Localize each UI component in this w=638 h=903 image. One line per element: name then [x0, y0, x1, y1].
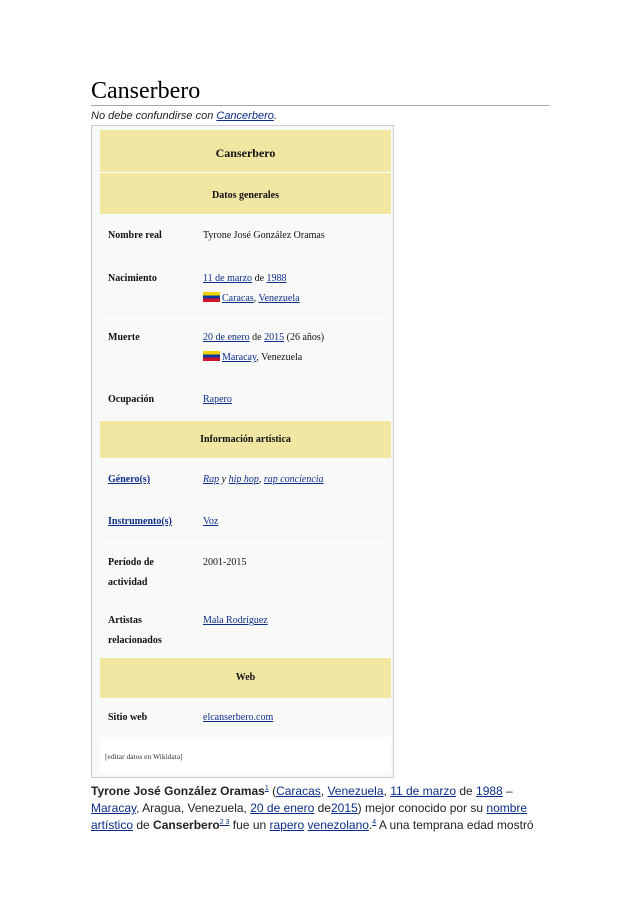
ref-2-3[interactable]: 2 3	[219, 819, 230, 826]
death-age: (26 años)	[284, 332, 325, 343]
death-country: , Venezuela	[256, 352, 303, 363]
row-label	[108, 512, 172, 532]
genre-rap-conciencia-link[interactable]: rap conciencia	[263, 474, 324, 485]
birth-de: de	[252, 273, 267, 284]
infobox-row-birth	[100, 259, 391, 320]
row-label	[108, 611, 162, 651]
genre-hiphop-link[interactable]: hip hop	[228, 474, 259, 485]
row-label	[108, 553, 154, 593]
genre-y: y	[219, 474, 229, 485]
row-value	[203, 470, 387, 490]
infobox-row-occupation	[100, 378, 391, 421]
row-value	[203, 611, 387, 631]
infobox-title: Canserbero	[100, 130, 391, 173]
lead-name: Tyrone José González Oramas	[91, 784, 265, 798]
row-label: Ocupación	[108, 394, 155, 405]
row-label: Muerte	[108, 332, 140, 343]
row-value	[203, 269, 387, 309]
infobox-row-instruments	[100, 502, 391, 544]
text: A una temprana edad mostró	[376, 818, 534, 832]
related-label-2: relacionados	[108, 635, 162, 646]
link-caracas[interactable]: Caracas	[276, 784, 321, 798]
death-de: de	[249, 332, 265, 343]
row-label: Nombre real	[108, 230, 162, 241]
row-value: Tyrone José González Oramas	[203, 230, 325, 241]
death-year-link[interactable]: 2015	[264, 332, 285, 343]
link-artistico[interactable]: artístico	[91, 818, 134, 832]
row-label: Sitio web	[108, 712, 148, 723]
row-value	[203, 390, 387, 410]
link-venezolano[interactable]: venezolano	[307, 818, 369, 832]
related-artist-link[interactable]: Mala Rodríguez	[203, 615, 268, 626]
genre-comma: ,	[258, 474, 264, 485]
link-death-date[interactable]: 20 de enero	[250, 801, 315, 815]
ref-1[interactable]: 1	[264, 785, 269, 792]
genres-label-link[interactable]: Género(s)	[108, 474, 151, 485]
infobox-section-general: Datos generales	[100, 173, 391, 215]
infobox-row-genres	[100, 459, 391, 502]
infobox-row-real-name	[100, 215, 391, 259]
lead-paragraph	[91, 783, 551, 834]
birth-year-link[interactable]: 1988	[266, 273, 287, 284]
infobox-row-related	[100, 603, 391, 658]
link-birth-year[interactable]: 1988	[476, 784, 503, 798]
death-city-link[interactable]: Maracay	[222, 352, 257, 363]
text: , Aragua, Venezuela,	[136, 801, 251, 815]
text: .	[368, 818, 373, 832]
birth-date-link[interactable]: 11 de marzo	[203, 273, 253, 284]
birth-city-link[interactable]: Caracas	[222, 293, 254, 304]
infobox-row-website	[100, 699, 391, 738]
link-birth-date[interactable]: 11 de marzo	[390, 784, 456, 798]
link-rapero[interactable]: rapero	[269, 818, 305, 832]
link-nombre[interactable]: nombre	[486, 801, 528, 815]
ref-4[interactable]: 4	[372, 819, 377, 826]
link-maracay[interactable]: Maracay	[91, 801, 137, 815]
infobox-row-active	[100, 544, 391, 603]
active-label-1: Período de	[108, 557, 154, 568]
instruments-label-link[interactable]: Instrumento(s)	[108, 516, 172, 527]
infobox-inner	[100, 130, 391, 773]
hatnote-link[interactable]: Cancerbero	[216, 110, 274, 122]
infobox-section-web: Web	[100, 658, 391, 699]
text: de	[133, 818, 154, 832]
row-value	[203, 512, 387, 532]
infobox	[91, 125, 394, 778]
text: de	[456, 784, 477, 798]
hatnote-suffix: .	[273, 110, 277, 122]
occupation-link[interactable]: Rapero	[203, 394, 232, 405]
text: ,	[320, 784, 328, 798]
genre-rap-link[interactable]: Rap	[203, 474, 220, 485]
website-link[interactable]: elcanserbero.com	[203, 712, 274, 723]
venezuela-flag-icon	[203, 351, 220, 361]
lead-alias: Canserbero	[153, 818, 220, 832]
instrument-voz-link[interactable]: Voz	[203, 516, 219, 527]
hatnote	[91, 110, 277, 122]
page-title: Canserbero	[91, 78, 550, 106]
text: fue un	[229, 818, 270, 832]
text: ) mejor conocido por su	[357, 801, 487, 815]
text: ,	[383, 784, 391, 798]
birth-country-link[interactable]: Venezuela	[258, 293, 300, 304]
hatnote-prefix: No debe confundirse con	[91, 110, 217, 122]
birth-comma: ,	[253, 293, 259, 304]
death-date-link[interactable]: 20 de enero	[203, 332, 250, 343]
venezuela-flag-icon	[203, 292, 220, 302]
row-value	[203, 328, 387, 368]
link-venezuela[interactable]: Venezuela	[327, 784, 384, 798]
row-label	[108, 470, 150, 490]
row-value: 2001-2015	[203, 557, 247, 568]
active-label-2: actividad	[108, 577, 148, 588]
link-death-year[interactable]: 2015	[330, 801, 358, 815]
text: –	[502, 784, 513, 798]
text: de	[314, 801, 331, 815]
edit-wikidata-link[interactable]: [editar datos en Wikidata]	[105, 752, 183, 761]
row-label: Nacimiento	[108, 273, 157, 284]
related-label-1: Artistas	[108, 615, 142, 626]
infobox-section-artistic: Información artística	[100, 421, 391, 459]
row-value	[203, 708, 387, 728]
text: (	[268, 784, 277, 798]
infobox-row-death	[100, 320, 391, 378]
